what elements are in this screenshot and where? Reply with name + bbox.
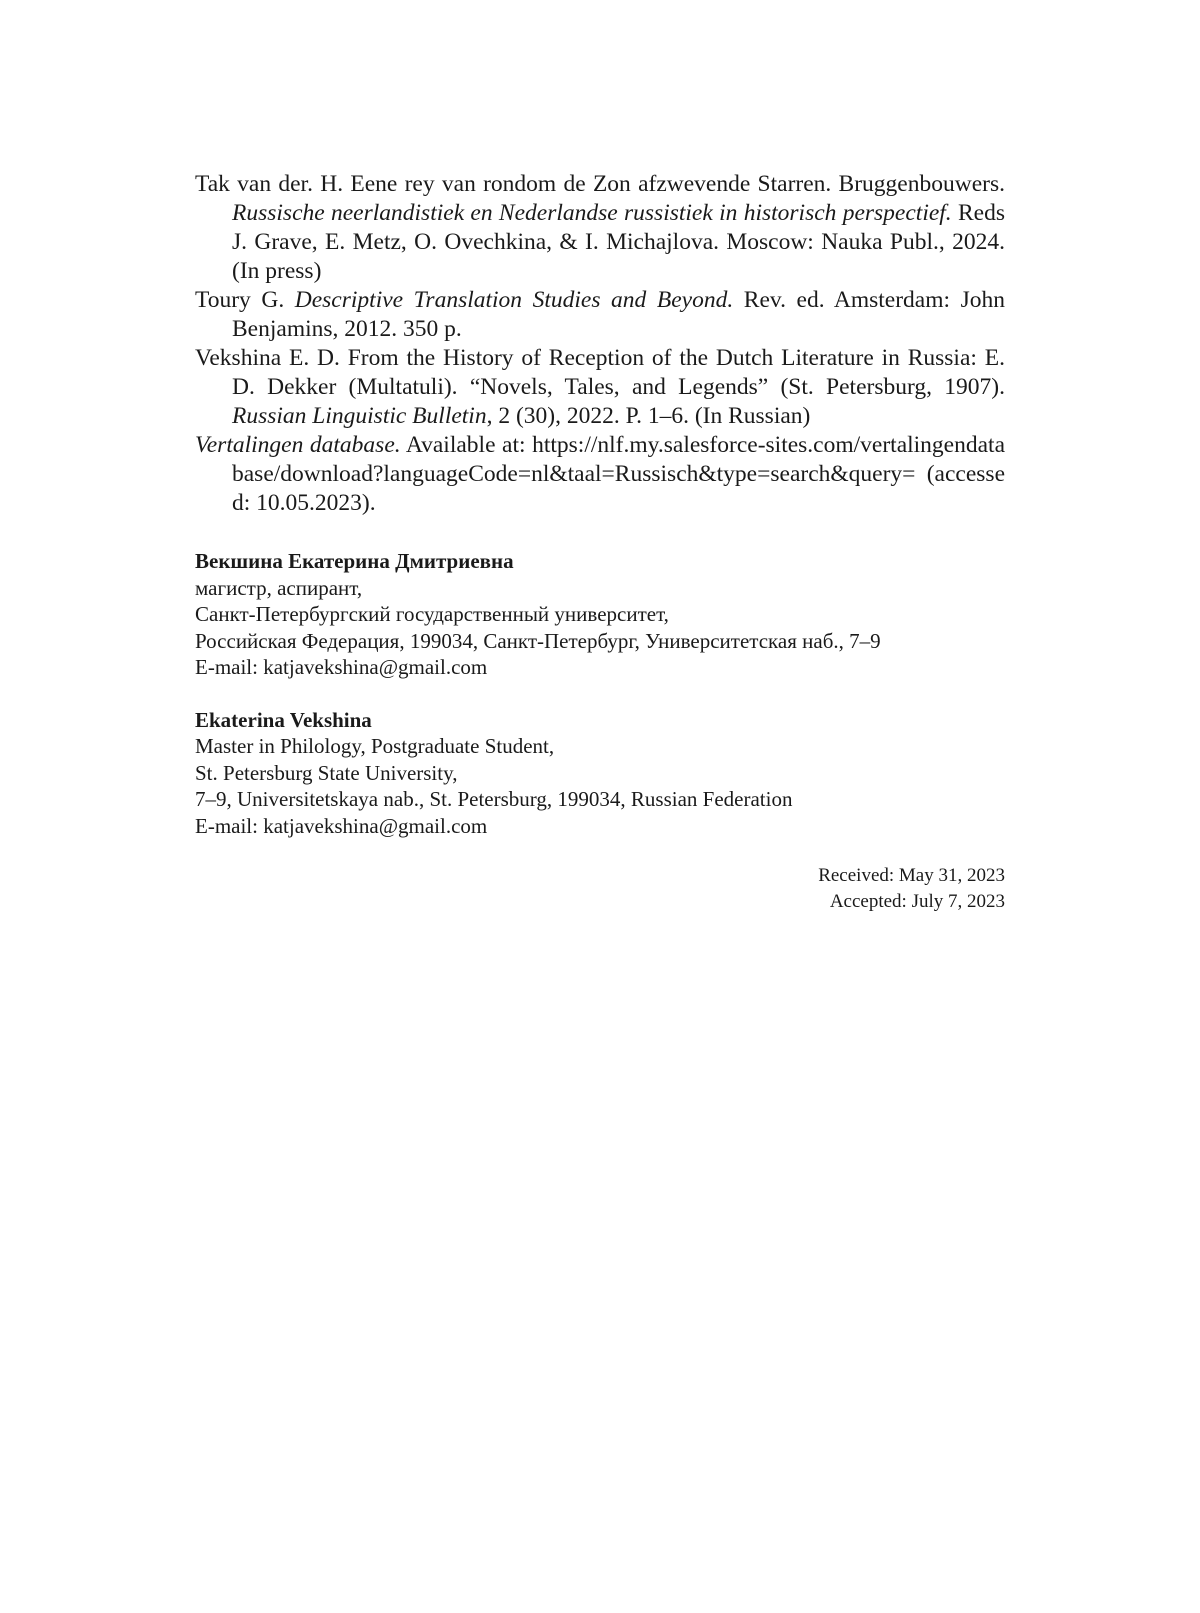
author-university: St. Petersburg State University, [195, 760, 458, 785]
reference-item [195, 286, 1005, 344]
reference-text: , 2 (30), 2022. P. 1–6. (In Russian) [486, 403, 811, 429]
reference-italic-title: Descriptive Translation Studies and Beyond. [294, 287, 734, 313]
author-email: E-mail: katjavekshina@gmail.com [195, 655, 488, 679]
reference-list [195, 170, 1005, 518]
page-content [195, 170, 1005, 915]
reference-italic-title: Russian Linguistic Bulletin [232, 403, 487, 429]
author-address: Российская Федерация, 199034, Санкт-Петербург, Университетская наб., 7–9 [195, 628, 881, 653]
author-degree: Master in Philology, Postgraduate Student, [195, 734, 555, 758]
reference-item [195, 431, 1005, 518]
reference-item [195, 344, 1005, 431]
author-info-russian [195, 548, 1005, 681]
article-dates [195, 863, 1005, 915]
reference-text: Available at: https://nlf.my.salesforce-sites.com/vertalingendatabase/download?languageCode=nl&taal=Russisch&type=search&query= (accessed: 10.05.2023). [232, 432, 1006, 516]
author-email: E-mail: katjavekshina@gmail.com [195, 813, 488, 838]
received-date: Received: May 31, 2023 [818, 865, 1005, 886]
author-name: Ekaterina Vekshina [195, 707, 372, 732]
reference-text: Rev. ed. Amsterdam: John Benjamins, 2012. 350 p. [232, 287, 1005, 342]
accepted-date: Accepted: July 7, 2023 [829, 891, 1005, 912]
reference-text: Vekshina E. D. From the History of Reception of the Dutch Literature in Russia: E. D. Dekker (Multatuli). “Novels, Tales, and Legends” (St. Petersburg, 1907). [195, 345, 1005, 400]
reference-item [195, 170, 1005, 286]
author-university: Санкт-Петербургский государственный университет, [195, 602, 669, 626]
author-info-english [195, 707, 1005, 840]
reference-italic-title: Vertalingen database. [195, 432, 401, 458]
author-name: Векшина Екатерина Дмитриевна [195, 549, 514, 573]
reference-italic-title: Russische neerlandistiek en Nederlandse russistiek in historisch perspectief. [232, 200, 952, 226]
author-address: 7–9, Universitetskaya nab., St. Petersburg, 199034, Russian Federation [195, 787, 793, 811]
reference-text: Reds J. Grave, E. Metz, O. Ovechkina, & I. Michajlova. Moscow: Nauka Publ., 2024. (In press) [232, 200, 1005, 284]
reference-text: Tak van der. H. Eene rey van rondom de Zon afzwevende Starren. Bruggenbouwers. [195, 171, 1005, 197]
author-degree: магистр, аспирант, [195, 575, 363, 600]
reference-text: Toury G. [195, 287, 295, 313]
